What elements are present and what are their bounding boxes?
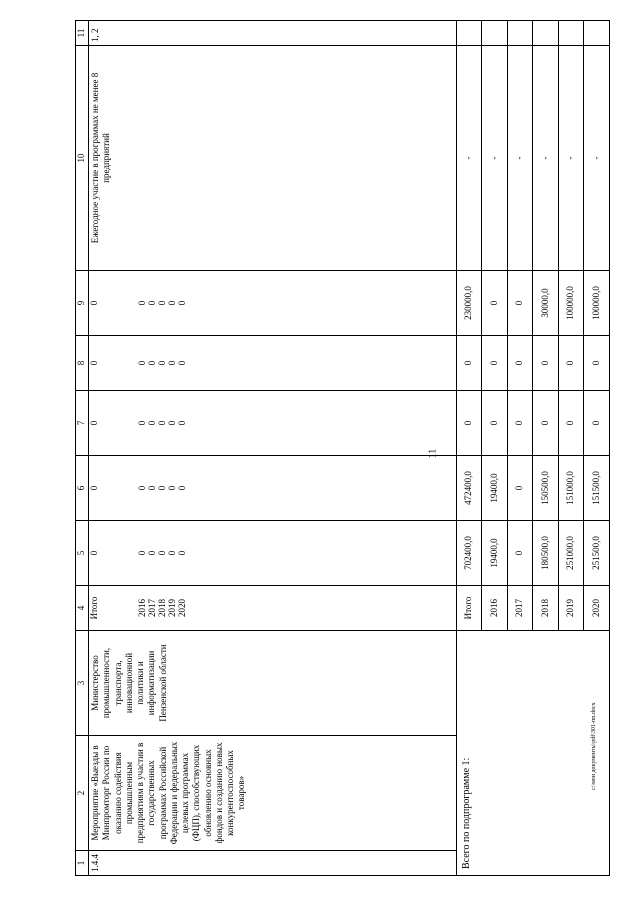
total-indicator: - [456, 46, 482, 271]
value-cell: 0 [157, 485, 168, 491]
total-value: 0 [584, 391, 610, 456]
total-indicator: - [507, 46, 533, 271]
total-value: 0 [533, 336, 559, 391]
total-value: 151000,0 [558, 456, 584, 521]
total-value: 0 [558, 336, 584, 391]
value-cell: 0 [89, 550, 100, 556]
value-cell: 0 [147, 550, 158, 556]
total-value: 230000,0 [456, 271, 482, 336]
total-value: 0 [456, 391, 482, 456]
value-cell: 0 [89, 300, 100, 306]
value-cell: 0 [137, 300, 148, 306]
year-cell: 2019 [167, 599, 178, 617]
value-cell: 0 [157, 550, 168, 556]
total-value: 0 [507, 336, 533, 391]
total-year: 2017 [507, 586, 533, 631]
total-row [456, 21, 482, 876]
total-indicator: - [482, 46, 508, 271]
empty-cell [533, 21, 559, 46]
total-value: 0 [456, 336, 482, 391]
activity-col7 [89, 391, 457, 456]
value-cell: 0 [147, 420, 158, 426]
value-cell: 0 [89, 485, 100, 491]
total-year: Итого [456, 586, 482, 631]
empty-cell [482, 21, 508, 46]
value-cell: 0 [137, 360, 148, 366]
total-year: 2020 [584, 586, 610, 631]
file-path-footer: c:\мои документы\pdf\301-пп.docx [591, 702, 597, 790]
total-year: 2019 [558, 586, 584, 631]
total-value: 472400,0 [456, 456, 482, 521]
col-header-6: 6 [76, 456, 89, 521]
total-value: 151500,0 [584, 456, 610, 521]
year-cell: 2018 [157, 599, 168, 617]
year-cell: 2016 [137, 599, 148, 617]
value-cell: 0 [147, 360, 158, 366]
value-cell: 0 [137, 485, 148, 491]
value-cell: 0 [177, 360, 188, 366]
year-cell: Итого [89, 596, 100, 620]
header-row [76, 21, 89, 876]
value-cell: 0 [157, 420, 168, 426]
empty-cell [456, 21, 482, 46]
activity-number: 1.4.4 [89, 851, 457, 876]
empty-cell [507, 21, 533, 46]
total-value: 0 [482, 336, 508, 391]
value-cell: 0 [167, 420, 178, 426]
activity-executor: Министерство промышленности, транспорта, инновационной политики и информатизации Пензенской области [89, 631, 457, 736]
total-value: 0 [584, 336, 610, 391]
total-year: 2016 [482, 586, 508, 631]
value-cell: 0 [177, 485, 188, 491]
total-value: 100000,0 [558, 271, 584, 336]
empty-cell [558, 21, 584, 46]
total-value: 0 [507, 271, 533, 336]
col-header-5: 5 [76, 521, 89, 586]
total-indicator: - [558, 46, 584, 271]
activity-name: Мероприятие «Выезды в Минпромторг России по оказанию содействия промышленным предприятиям в участии в государственных программах Российской Федерации и федеральных целевых программах (ФЦП), способствующих обновлению основных фондов и созданию новых конкурентоспособных товаров» [89, 736, 457, 851]
total-value: 150500,0 [533, 456, 559, 521]
col-header-11: 11 [76, 21, 89, 46]
value-cell: 0 [147, 485, 158, 491]
value-cell: 0 [167, 300, 178, 306]
col-header-3: 3 [76, 631, 89, 736]
total-indicator: - [533, 46, 559, 271]
total-value: 19400,0 [482, 456, 508, 521]
value-cell: 0 [157, 360, 168, 366]
total-value: 0 [533, 391, 559, 456]
value-cell: 0 [157, 300, 168, 306]
year-cell: 2017 [147, 599, 158, 617]
total-value: 100000,0 [584, 271, 610, 336]
col-header-2: 2 [76, 736, 89, 851]
value-cell: 0 [167, 550, 178, 556]
value-cell: 0 [89, 360, 100, 366]
col-header-4: 4 [76, 586, 89, 631]
year-cell: 2020 [177, 599, 188, 617]
empty-cell [584, 21, 610, 46]
value-cell: 0 [177, 300, 188, 306]
rotated-table-container [75, 21, 610, 876]
value-cell: 0 [137, 420, 148, 426]
value-cell: 0 [137, 550, 148, 556]
page-number: 11 [427, 448, 439, 459]
total-label: Всего по подпрограмме 1: [456, 631, 609, 876]
activity-links: 1, 2 [89, 21, 457, 46]
col-header-10: 10 [76, 46, 89, 271]
col-header-8: 8 [76, 336, 89, 391]
activity-row [89, 21, 457, 876]
total-indicator: - [584, 46, 610, 271]
value-cell: 0 [177, 550, 188, 556]
activity-col5 [89, 521, 457, 586]
total-value: 180500,0 [533, 521, 559, 586]
budget-table [75, 20, 610, 876]
total-value: 0 [482, 271, 508, 336]
activity-col6 [89, 456, 457, 521]
total-value: 30000,0 [533, 271, 559, 336]
activity-col9 [89, 271, 457, 336]
total-value: 0 [507, 456, 533, 521]
total-value: 19400,0 [482, 521, 508, 586]
value-cell: 0 [167, 360, 178, 366]
value-cell: 0 [89, 420, 100, 426]
value-cell: 0 [177, 420, 188, 426]
col-header-7: 7 [76, 391, 89, 456]
value-cell: 0 [147, 300, 158, 306]
activity-col8 [89, 336, 457, 391]
activity-years [89, 586, 457, 631]
total-value: 0 [482, 391, 508, 456]
col-header-1: 1 [76, 851, 89, 876]
total-value: 0 [507, 521, 533, 586]
total-value: 702400,0 [456, 521, 482, 586]
value-cell: 0 [167, 485, 178, 491]
activity-indicator: Ежегодное участие в программах не менее 8 предприятий [89, 46, 457, 271]
total-value: 0 [558, 391, 584, 456]
total-value: 251500,0 [584, 521, 610, 586]
total-value: 251000,0 [558, 521, 584, 586]
col-header-9: 9 [76, 271, 89, 336]
total-year: 2018 [533, 586, 559, 631]
total-value: 0 [507, 391, 533, 456]
